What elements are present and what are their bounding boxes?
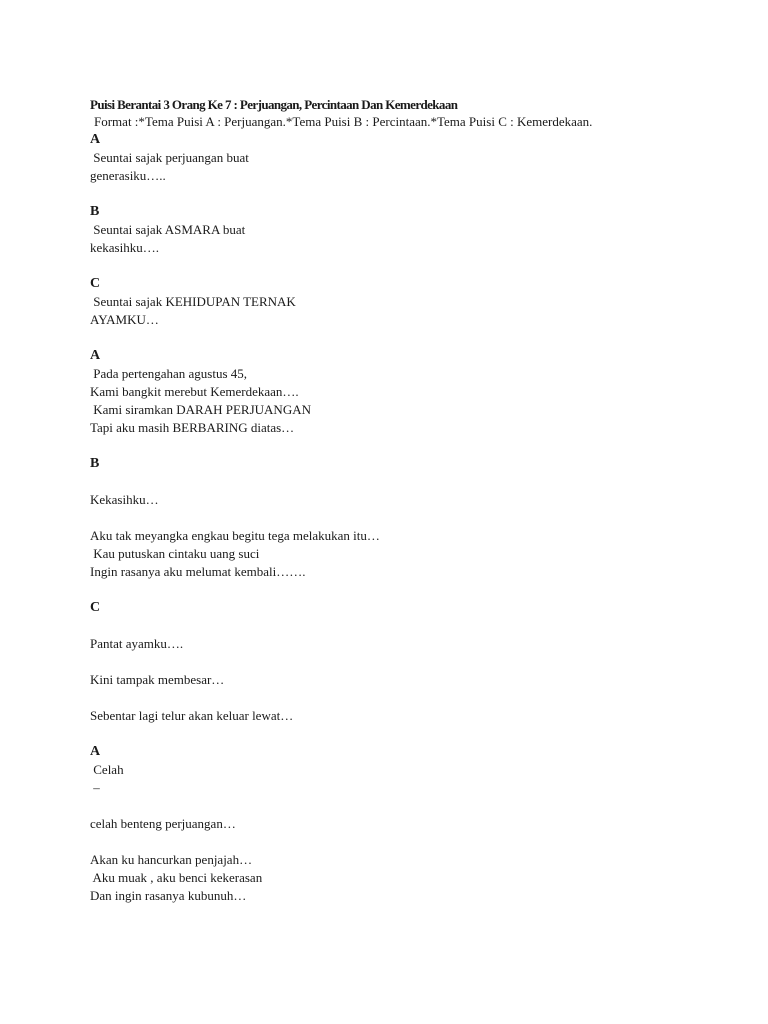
stanza bbox=[90, 275, 710, 329]
poem-line: Kini tampak membesar… bbox=[90, 672, 225, 687]
poem-line bbox=[90, 833, 710, 851]
stanza-gap bbox=[90, 257, 710, 275]
poem-line: Seuntai sajak ASMARA buat bbox=[90, 222, 246, 237]
stanza-gap bbox=[90, 437, 710, 455]
speaker-label: C bbox=[90, 600, 101, 615]
poem-line: Seuntai sajak perjuangan buat bbox=[90, 150, 249, 165]
poem-line bbox=[90, 617, 710, 635]
speaker-label: A bbox=[90, 744, 101, 759]
poem-line: Akan ku hancurkan penjajah… bbox=[90, 852, 253, 867]
poem-line: Aku tak meyangka engkau begitu tega melakukan itu… bbox=[90, 528, 380, 543]
poem-line: generasiku….. bbox=[90, 168, 166, 183]
poem-title: Puisi Berantai 3 Orang Ke 7 : Perjuangan, Percintaan Dan Kemerdekaan bbox=[90, 97, 458, 112]
poem-line: Kau putuskan cintaku uang suci bbox=[90, 546, 260, 561]
poem-line bbox=[90, 653, 710, 671]
poem-line bbox=[90, 509, 710, 527]
speaker-label: C bbox=[90, 276, 101, 291]
speaker-label: B bbox=[90, 456, 100, 471]
poem-line: Kami siramkan DARAH PERJUANGAN bbox=[90, 402, 311, 417]
poem-line: Sebentar lagi telur akan keluar lewat… bbox=[90, 708, 294, 723]
speaker-label: A bbox=[90, 132, 101, 147]
poem-line bbox=[90, 689, 710, 707]
stanza-gap bbox=[90, 581, 710, 599]
poem-line: Celah bbox=[90, 762, 124, 777]
stanza-gap bbox=[90, 725, 710, 743]
stanza bbox=[90, 743, 710, 905]
poem-line: celah benteng perjuangan… bbox=[90, 816, 236, 831]
poem-line: AYAMKU… bbox=[90, 312, 159, 327]
poem-line: Ingin rasanya aku melumat kembali……. bbox=[90, 564, 306, 579]
poem-line: Tapi aku masih BERBARING diatas… bbox=[90, 420, 295, 435]
poem-line: Pantat ayamku…. bbox=[90, 636, 184, 651]
poem-line: Aku muak , aku benci kekerasan bbox=[90, 870, 263, 885]
stanza bbox=[90, 599, 710, 725]
stanza bbox=[90, 203, 710, 257]
speaker-label: B bbox=[90, 204, 100, 219]
stanza-gap bbox=[90, 329, 710, 347]
speaker-label: A bbox=[90, 348, 101, 363]
poem-line: Kami bangkit merebut Kemerdekaan…. bbox=[90, 384, 299, 399]
poem-line: kekasihku…. bbox=[90, 240, 159, 255]
poem-line bbox=[90, 797, 710, 815]
poem-line: Dan ingin rasanya kubunuh… bbox=[90, 888, 247, 903]
poem-line bbox=[90, 473, 710, 491]
poem-line: – bbox=[90, 780, 100, 795]
stanza bbox=[90, 455, 710, 581]
stanza bbox=[90, 347, 710, 437]
poem-line: Pada pertengahan agustus 45, bbox=[90, 366, 248, 381]
poem-line: Kekasihku… bbox=[90, 492, 159, 507]
poem-line: Seuntai sajak KEHIDUPAN TERNAK bbox=[90, 294, 296, 309]
stanza-gap bbox=[90, 185, 710, 203]
document-page bbox=[90, 96, 710, 905]
stanza bbox=[90, 131, 710, 185]
poem-body bbox=[90, 131, 710, 905]
format-line: Format :*Tema Puisi A : Perjuangan.*Tema Puisi B : Percintaan.*Tema Puisi C : Kemerdekaan. bbox=[94, 114, 593, 129]
